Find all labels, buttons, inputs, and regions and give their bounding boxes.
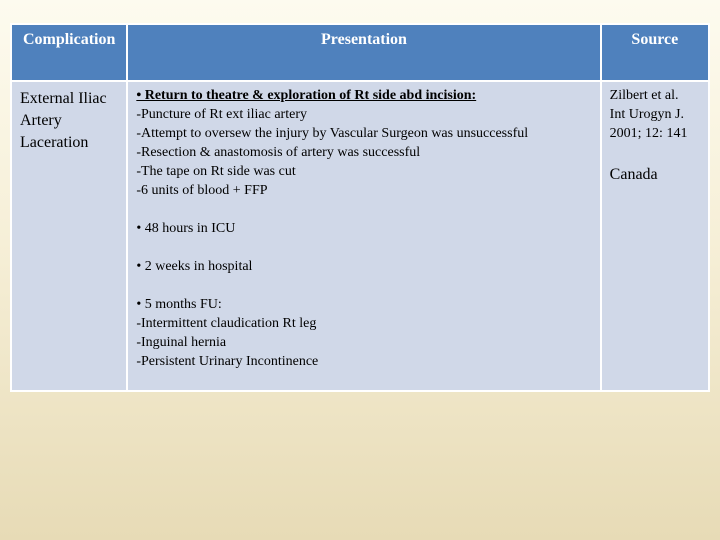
- followup-line-3: -Persistent Urinary Incontinence: [136, 354, 319, 369]
- presentation-block-icu: [136, 219, 593, 238]
- theatre-line-2: -Attempt to oversew the injury by Vascular Surgeon was unsuccessful: [136, 126, 529, 141]
- presentation-block-hospital: [136, 257, 593, 276]
- source-country: Canada: [609, 166, 658, 183]
- icu-line: • 48 hours in ICU: [136, 221, 236, 236]
- hospital-line: • 2 weeks in hospital: [136, 259, 253, 274]
- header-source: Source: [601, 24, 709, 81]
- complication-cell: [11, 81, 127, 391]
- followup-title: • 5 months FU:: [136, 297, 222, 312]
- complication-line-2: Artery: [20, 112, 62, 129]
- table-row: [11, 81, 709, 391]
- presentation-cell: [127, 81, 600, 391]
- source-cell: [601, 81, 709, 391]
- complication-line-3: Laceration: [20, 134, 89, 151]
- followup-line-1: -Intermittent claudication Rt leg: [136, 316, 317, 331]
- citation-line-1: Zilbert et al.: [609, 88, 679, 103]
- citation-line-3: 2001; 12: 141: [609, 126, 688, 141]
- followup-line-2: -Inguinal hernia: [136, 335, 227, 350]
- header-row: [11, 24, 709, 81]
- header-complication: Complication: [11, 24, 127, 81]
- complications-table: [10, 23, 710, 392]
- header-presentation: Presentation: [127, 24, 600, 81]
- theatre-line-4: -The tape on Rt side was cut: [136, 164, 296, 179]
- complication-line-1: External Iliac: [20, 90, 107, 107]
- theatre-line-1: -Puncture of Rt ext iliac artery: [136, 107, 307, 122]
- presentation-block-followup: [136, 295, 593, 371]
- presentation-block-theatre: [136, 86, 593, 200]
- theatre-line-5: -6 units of blood + FFP: [136, 183, 268, 198]
- theatre-line-3: -Resection & anastomosis of artery was successful: [136, 145, 421, 160]
- theatre-title: • Return to theatre & exploration of Rt side abd incision:: [136, 88, 477, 103]
- citation-line-2: Int Urogyn J.: [609, 107, 684, 122]
